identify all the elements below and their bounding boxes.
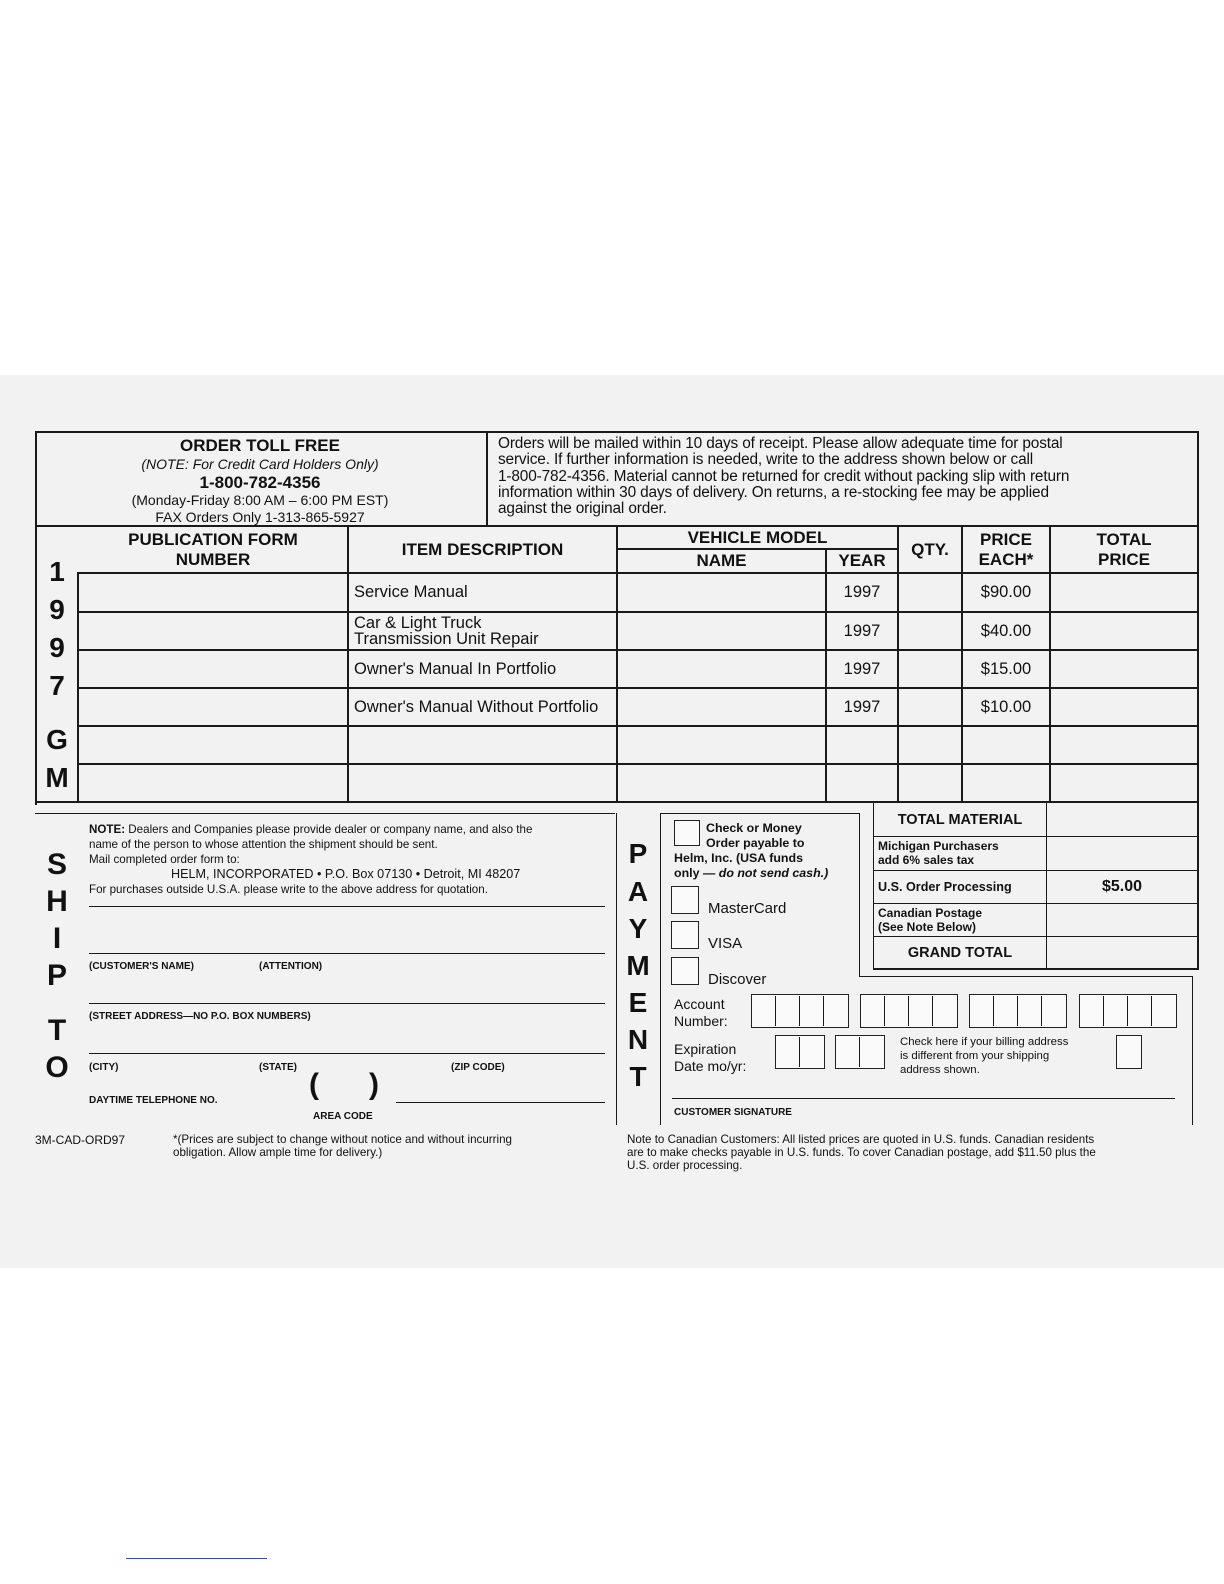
us-processing-label: U.S. Order Processing xyxy=(878,880,1012,894)
item-description-cell xyxy=(354,765,616,801)
digit-divider xyxy=(859,1037,860,1067)
attention-label: (ATTENTION) xyxy=(259,961,323,972)
total-material-label: TOTAL MATERIAL xyxy=(897,812,1023,828)
order-title: ORDER TOLL FREE xyxy=(180,436,340,455)
billing-line1: Check here if your billing address xyxy=(900,1036,1069,1048)
account-number-label xyxy=(674,996,728,1030)
customer-name-line xyxy=(89,953,605,954)
payment-left-line xyxy=(616,813,617,1125)
check-money-order-checkbox[interactable] xyxy=(674,820,700,846)
year-cell: 1997 xyxy=(843,583,881,601)
customer-name-label: (CUSTOMER'S NAME) xyxy=(89,961,194,972)
check-line4-a: only — xyxy=(674,866,719,880)
ship-note xyxy=(89,822,611,897)
visa-label: VISA xyxy=(708,935,743,952)
payment-top-line xyxy=(660,813,860,814)
check-money-order-text xyxy=(706,821,804,851)
info-line: 1-800-782-4356. Material cannot be returned for credit without packing slip with return xyxy=(498,467,1070,485)
check-payable-text xyxy=(674,851,828,881)
info-line: against the original order. xyxy=(498,500,667,518)
header-publication-line2: NUMBER xyxy=(175,550,251,569)
name-line-top xyxy=(89,906,605,907)
year-cell: 1997 xyxy=(843,621,881,640)
item-description-cell: Owner's Manual Without Portfolio xyxy=(354,697,599,716)
digit-divider xyxy=(993,996,994,1026)
account-number-field-group-1[interactable] xyxy=(751,994,849,1028)
digit-divider xyxy=(908,996,909,1026)
frame-top-line xyxy=(35,431,1199,433)
phone-label: DAYTIME TELEPHONE NO. xyxy=(89,1095,218,1106)
payment-card-top-line xyxy=(859,976,1193,977)
header-divider-line xyxy=(486,431,488,526)
prices-line2: obligation. Allow ample time for delivery.) xyxy=(173,1146,383,1159)
digit-divider xyxy=(1017,996,1018,1026)
visa-checkbox[interactable] xyxy=(671,921,699,949)
digit-divider xyxy=(1103,996,1104,1026)
frame-right-line xyxy=(1197,431,1199,805)
header-name: NAME xyxy=(696,551,747,570)
item-description-cell: Owner's Manual In Portfolio xyxy=(354,659,557,678)
check-line3: Helm, Inc. (USA funds xyxy=(674,851,803,865)
payment-letter: M xyxy=(626,950,650,981)
prices-line1: *(Prices are subject to change without notice and without incurring xyxy=(173,1133,512,1146)
street-label: (STREET ADDRESS—NO P.O. BOX NUMBERS) xyxy=(89,1011,311,1022)
check-line4 xyxy=(674,866,828,881)
info-line: service. If further information is needed, write to the address shown below or call xyxy=(498,451,1034,469)
header-publication-number xyxy=(79,529,347,571)
header-price-line2: EACH* xyxy=(978,550,1034,569)
canadian-postage-label xyxy=(878,906,982,934)
michigan-tax-label xyxy=(878,839,999,867)
payment-letter: T xyxy=(629,1061,647,1092)
signature-line xyxy=(672,1098,1175,1099)
totals-bottom-line xyxy=(873,968,1199,970)
discover-label: Discover xyxy=(708,971,767,988)
toll-free-phone: 1-800-782-4356 xyxy=(199,473,321,492)
year-gm-letter: 1 xyxy=(49,556,65,587)
header-year: YEAR xyxy=(838,551,886,570)
city-label: (CITY) xyxy=(89,1062,119,1073)
expiration-line1: Expiration xyxy=(674,1041,737,1057)
item-description-cell: Service Manual xyxy=(354,583,468,601)
header-price-line1: PRICE xyxy=(980,530,1032,549)
digit-divider xyxy=(884,996,885,1026)
digit-divider xyxy=(1127,996,1128,1026)
ship-note-line2: name of the person to whose attention the shipment should be sent. xyxy=(89,838,438,851)
check-line1: Check or Money xyxy=(706,821,802,835)
account-number-field-group-2[interactable] xyxy=(860,994,958,1028)
price-cell: $90.00 xyxy=(980,583,1032,601)
item-description-line2: Transmission Unit Repair xyxy=(354,630,539,648)
digit-divider xyxy=(1151,996,1152,1026)
order-toll-free-block xyxy=(40,436,480,525)
header-total-price xyxy=(1051,529,1197,571)
account-line1: Account xyxy=(674,996,725,1012)
ship-note-line1 xyxy=(89,822,611,837)
state-label: (STATE) xyxy=(259,1062,297,1073)
account-number-field-group-3[interactable] xyxy=(969,994,1067,1028)
outside-usa-note: For purchases outside U.S.A. please write to the above address for quotation. xyxy=(89,883,488,896)
expiration-label xyxy=(674,1041,746,1075)
ship-to-letter: T xyxy=(47,1014,67,1047)
mastercard-label: MasterCard xyxy=(708,900,787,917)
phone-hours: (Monday-Friday 8:00 AM – 6:00 PM EST) xyxy=(131,492,389,508)
item-description-line1: Car & Light Truck xyxy=(354,614,482,632)
area-code-paren-open: ( xyxy=(309,1068,319,1101)
price-cell xyxy=(963,765,1049,801)
table-bottom-line xyxy=(35,801,1199,803)
year-cell: 1997 xyxy=(843,697,881,716)
digit-divider xyxy=(775,996,776,1026)
item-description-cell xyxy=(354,613,616,649)
ship-to-letter: O xyxy=(45,1051,69,1084)
totals-row-line xyxy=(873,836,1199,837)
canada-line3: U.S. order processing. xyxy=(627,1159,743,1172)
ship-note-bold: NOTE: xyxy=(89,823,126,836)
expiration-month-field[interactable] xyxy=(775,1035,825,1069)
payment-letter: N xyxy=(627,1024,649,1055)
price-cell xyxy=(963,727,1049,763)
discover-checkbox[interactable] xyxy=(671,957,699,985)
expiration-year-field[interactable] xyxy=(835,1035,885,1069)
header-publication-line1: PUBLICATION FORM xyxy=(128,530,298,549)
ship-note-text: Dealers and Companies please provide dealer or company name, and also the xyxy=(125,823,533,836)
digit-divider xyxy=(799,1037,800,1067)
digit-divider xyxy=(799,996,800,1026)
year-gm-letter: 7 xyxy=(49,670,65,701)
street-line xyxy=(89,1003,605,1004)
header-total-line1: TOTAL xyxy=(1096,530,1152,549)
grand-total-label: GRAND TOTAL xyxy=(907,944,1013,961)
phone-line xyxy=(396,1102,605,1103)
shipping-info-text xyxy=(498,436,1190,517)
header-qty: QTY. xyxy=(911,539,949,559)
canadian-line2: (See Note Below) xyxy=(878,920,977,934)
ship-to-letter: P xyxy=(46,959,67,992)
price-cell: $15.00 xyxy=(980,659,1032,678)
credit-card-note: (NOTE: For Credit Card Holders Only) xyxy=(141,456,379,472)
billing-line2: is different from your shipping xyxy=(900,1050,1050,1062)
canadian-line1: Canadian Postage xyxy=(878,906,983,920)
year-gm-letter: 9 xyxy=(49,594,65,625)
expiration-line2: Date mo/yr: xyxy=(674,1058,747,1074)
canadian-customers-note xyxy=(627,1133,1096,1172)
page-bottom-rule xyxy=(126,1558,267,1559)
year-cell: 1997 xyxy=(843,659,881,678)
billing-address-note xyxy=(900,1035,1068,1077)
year-cell xyxy=(827,765,897,801)
digit-divider xyxy=(1041,996,1042,1026)
price-cell: $10.00 xyxy=(980,697,1032,716)
year-gm-letter: M xyxy=(45,762,69,793)
payment-check-right-line xyxy=(859,813,860,977)
michigan-line2: add 6% sales tax xyxy=(878,853,975,867)
year-gm-letter: 9 xyxy=(49,632,65,663)
ship-top-line xyxy=(35,813,615,814)
header-total-line2: PRICE xyxy=(1098,550,1150,569)
account-line2: Number: xyxy=(674,1013,728,1029)
ship-to-letter: S xyxy=(46,848,67,881)
fax-number: FAX Orders Only 1-313-865-5927 xyxy=(155,509,365,525)
form-code: 3M-CAD-ORD97 xyxy=(35,1133,126,1147)
mail-instruction: Mail completed order form to: xyxy=(89,853,240,866)
billing-address-checkbox[interactable] xyxy=(1116,1035,1142,1069)
totals-row-line xyxy=(873,903,1199,904)
michigan-line1: Michigan Purchasers xyxy=(878,839,999,853)
totals-right-line xyxy=(1197,803,1199,969)
info-line: Orders will be mailed within 10 days of receipt. Please allow adequate time for postal xyxy=(498,435,1063,452)
ship-to-letter: I xyxy=(52,922,62,955)
payment-letter-line xyxy=(660,813,661,1125)
area-code-paren-close: ) xyxy=(369,1068,379,1101)
zip-label: (ZIP CODE) xyxy=(451,1062,505,1073)
area-code-label: AREA CODE xyxy=(313,1111,373,1122)
city-line xyxy=(89,1053,605,1054)
helm-address: HELM, INCORPORATED • P.O. Box 07130 • Detroit, MI 48207 xyxy=(171,867,521,881)
canada-line2: are to make checks payable in U.S. funds. To cover Canadian postage, add $11.50 plus the xyxy=(627,1146,1096,1159)
header-price-each xyxy=(963,529,1049,571)
price-cell: $40.00 xyxy=(980,621,1032,640)
item-description-cell xyxy=(354,727,616,763)
signature-label: CUSTOMER SIGNATURE xyxy=(674,1107,792,1118)
year-gm-letter: G xyxy=(46,724,68,755)
payment-letter: E xyxy=(628,987,648,1018)
digit-divider xyxy=(823,996,824,1026)
payment-letter: Y xyxy=(628,913,648,944)
check-line4-b: do not send cash.) xyxy=(718,866,829,880)
digit-divider xyxy=(932,996,933,1026)
info-line: information within 30 days of delivery. On returns, a re-stocking fee may be applied xyxy=(498,483,1049,501)
header-item-description: ITEM DESCRIPTION xyxy=(401,539,564,559)
account-number-field-group-4[interactable] xyxy=(1079,994,1177,1028)
prices-note xyxy=(173,1133,512,1159)
canada-line1: Note to Canadian Customers: All listed prices are quoted in U.S. funds. Canadian residents xyxy=(627,1133,1095,1146)
ship-to-letter: H xyxy=(46,885,68,918)
year-cell xyxy=(827,727,897,763)
payment-letter: P xyxy=(628,838,648,869)
payment-letter: A xyxy=(627,876,649,907)
header-vehicle-model: VEHICLE MODEL xyxy=(687,527,828,547)
check-line2: Order payable to xyxy=(706,836,805,850)
billing-line3: address shown. xyxy=(900,1064,980,1076)
us-processing-value: $5.00 xyxy=(1101,878,1143,895)
mastercard-checkbox[interactable] xyxy=(671,886,699,914)
payment-right-line xyxy=(1192,976,1193,1125)
